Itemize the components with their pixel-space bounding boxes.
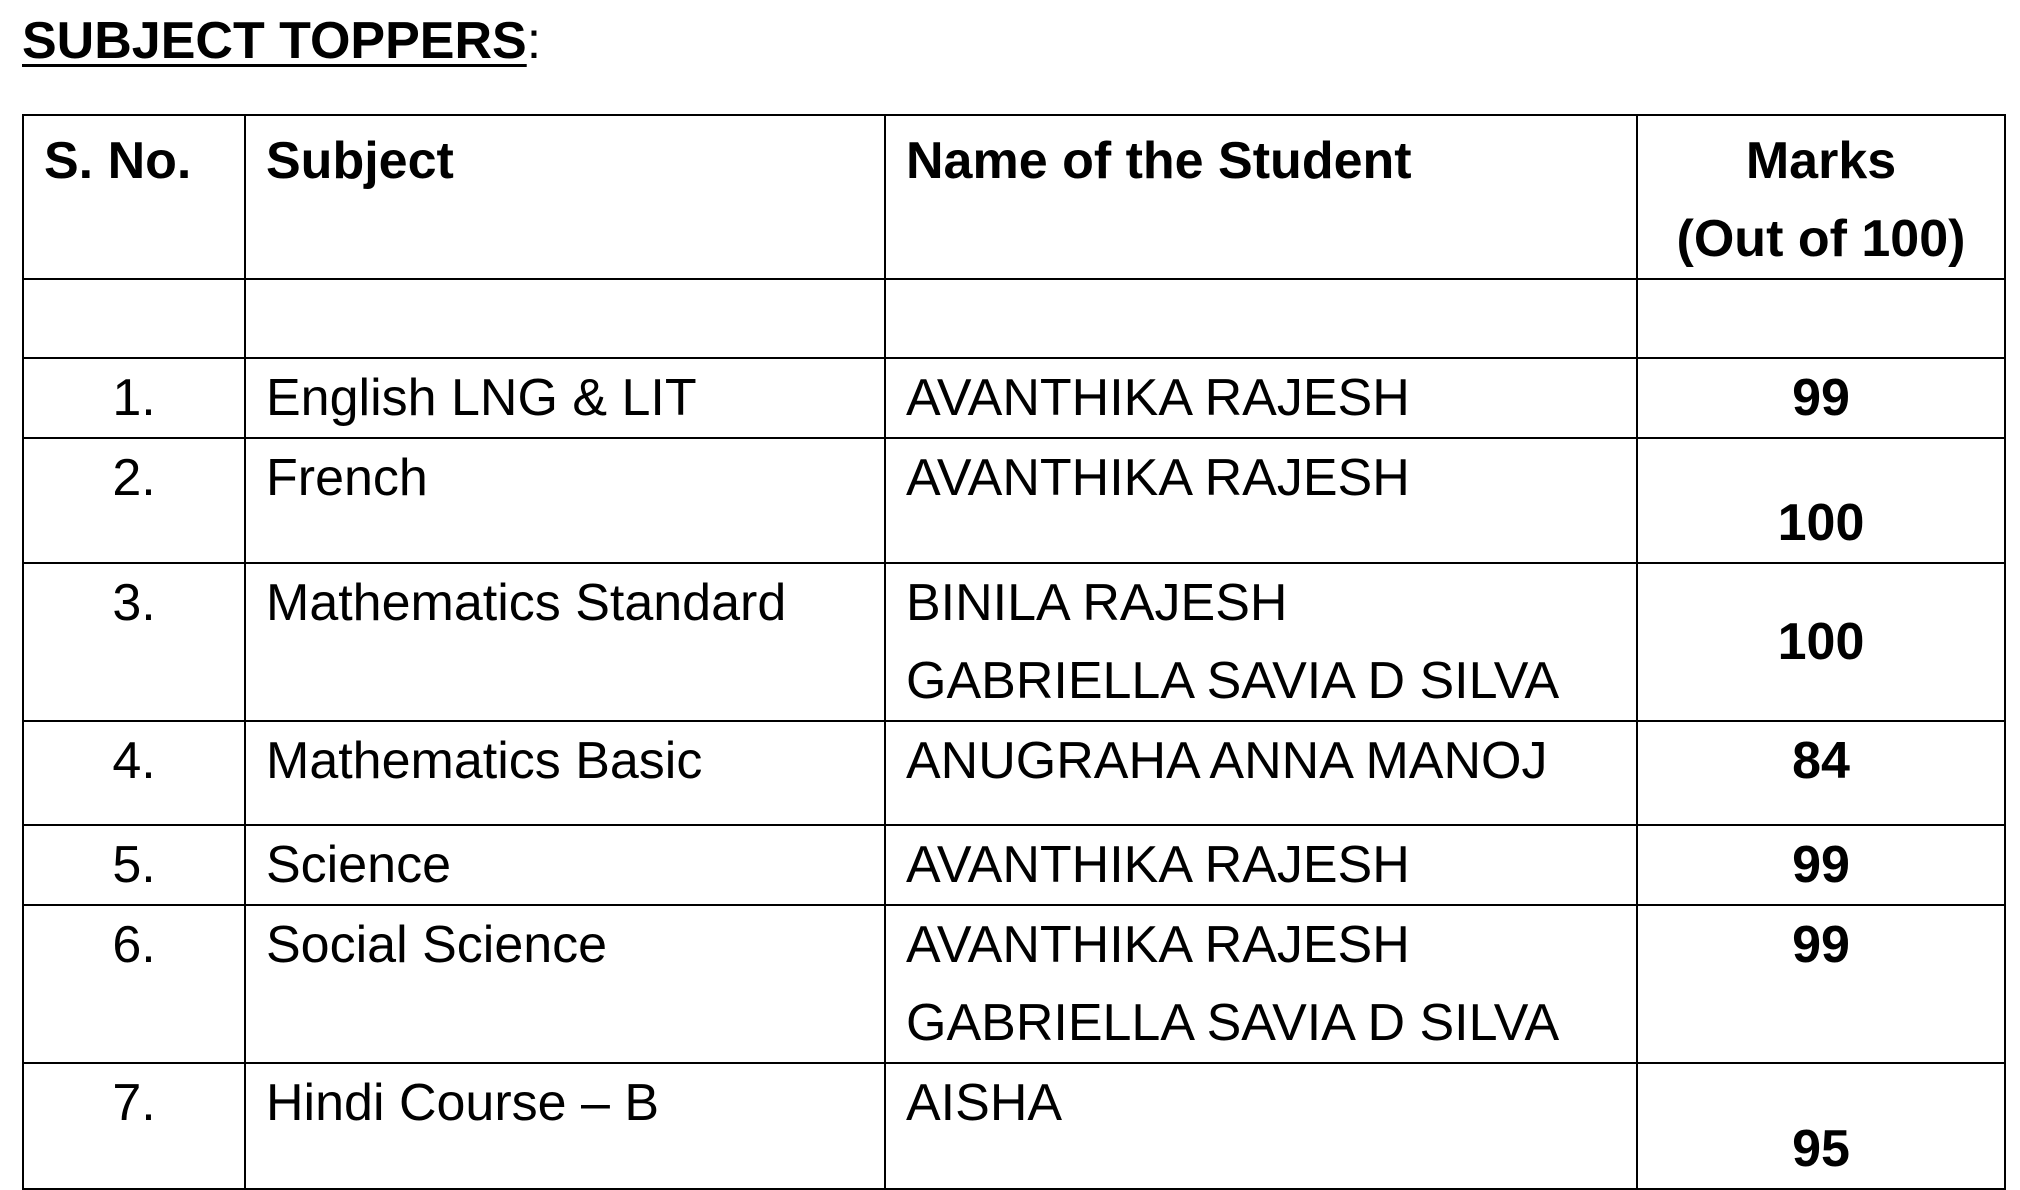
subject-cell: Mathematics Basic — [245, 721, 885, 825]
marks-cell: 100 — [1637, 438, 2005, 563]
student-cell — [885, 721, 1637, 825]
marks-cell: 99 — [1637, 905, 2005, 1063]
marks-cell: 100 — [1637, 563, 2005, 721]
subject-cell: Mathematics Standard — [245, 563, 885, 721]
student-cell — [885, 1063, 1637, 1189]
student-cell — [885, 825, 1637, 905]
page-title — [22, 8, 541, 74]
sno-cell: 2. — [23, 438, 245, 563]
student-name: GABRIELLA SAVIA D SILVA — [906, 994, 1560, 1052]
header-student: Name of the Student — [885, 115, 1637, 279]
table-row — [23, 825, 2005, 905]
student-name: AVANTHIKA RAJESH — [906, 449, 1410, 507]
student-cell — [885, 438, 1637, 563]
page-title-colon: : — [526, 12, 542, 70]
student-name: AVANTHIKA RAJESH — [906, 836, 1410, 894]
header-marks-line1: Marks — [1745, 132, 1897, 190]
subject-cell: Social Science — [245, 905, 885, 1063]
sno-cell: 3. — [23, 563, 245, 721]
marks-cell: 95 — [1637, 1063, 2005, 1189]
sno-cell: 6. — [23, 905, 245, 1063]
subject-cell: Hindi Course – B — [245, 1063, 885, 1189]
sno-cell: 1. — [23, 358, 245, 438]
spacer-row — [23, 279, 2005, 358]
header-sno: S. No. — [23, 115, 245, 279]
table-row — [23, 438, 2005, 563]
student-name: BINILA RAJESH — [906, 574, 1288, 632]
spacer-cell — [885, 279, 1637, 358]
header-marks-line2: (Out of 100) — [1676, 210, 1966, 268]
student-cell — [885, 905, 1637, 1063]
table-row — [23, 358, 2005, 438]
header-marks — [1637, 115, 2005, 279]
student-cell — [885, 563, 1637, 721]
marks-cell: 84 — [1637, 721, 2005, 825]
table-row — [23, 1063, 2005, 1189]
student-name: GABRIELLA SAVIA D SILVA — [906, 652, 1560, 710]
spacer-cell — [23, 279, 245, 358]
spacer-cell — [1637, 279, 2005, 358]
subject-cell: Science — [245, 825, 885, 905]
header-subject: Subject — [245, 115, 885, 279]
marks-cell: 99 — [1637, 358, 2005, 438]
header-row — [23, 115, 2005, 279]
sno-cell: 4. — [23, 721, 245, 825]
student-name: ANUGRAHA ANNA MANOJ — [906, 732, 1548, 790]
page-title-text: SUBJECT TOPPERS — [22, 12, 527, 70]
table-row — [23, 563, 2005, 721]
sno-cell: 7. — [23, 1063, 245, 1189]
marks-cell: 99 — [1637, 825, 2005, 905]
student-name: AVANTHIKA RAJESH — [906, 916, 1410, 974]
table-row — [23, 721, 2005, 825]
student-name: AVANTHIKA RAJESH — [906, 369, 1410, 427]
subject-toppers-table — [22, 114, 2006, 1190]
subject-cell: English LNG & LIT — [245, 358, 885, 438]
table-row — [23, 905, 2005, 1063]
student-name: AISHA — [906, 1074, 1063, 1132]
subject-cell: French — [245, 438, 885, 563]
student-cell — [885, 358, 1637, 438]
spacer-cell — [245, 279, 885, 358]
sno-cell: 5. — [23, 825, 245, 905]
